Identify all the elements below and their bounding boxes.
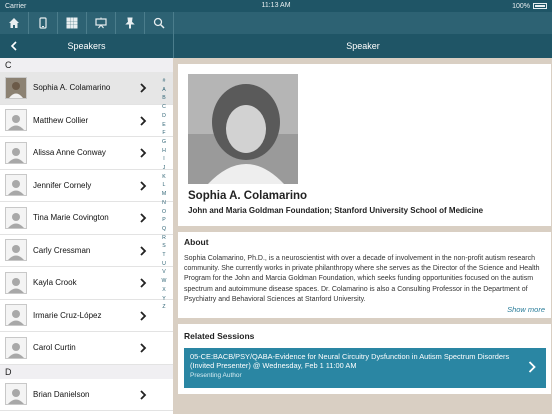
index-letter[interactable]: E [162,121,166,128]
person-placeholder-icon [5,272,27,294]
index-letter[interactable]: Q [161,225,167,232]
related-sessions-heading: Related Sessions [184,331,255,341]
chevron-right-icon [140,213,147,223]
chevron-right-icon [140,83,147,93]
section-header-d: D [0,365,173,379]
speaker-name: Carly Cressman [33,245,91,255]
speakers-nav-bar [0,34,173,58]
index-letter[interactable]: Y [162,295,166,302]
speaker-name: Kayla Crook [33,278,77,288]
speaker-row[interactable] [0,137,173,170]
battery-indicator: 100% [512,3,547,10]
index-letter[interactable]: L [162,182,166,189]
speaker-affiliation: John and Maria Goldman Foundation; Stanford University School of Medicine [188,206,484,215]
index-letter[interactable]: M [161,191,167,198]
speaker-name: Carol Curtin [33,343,76,353]
speaker-nav-bar [173,34,552,58]
index-letter[interactable]: O [161,208,167,215]
chevron-right-icon [140,311,147,321]
speaker-header-card [178,64,551,226]
person-placeholder-icon [5,207,27,229]
section-header-c: C [0,58,173,72]
index-letter[interactable]: P [162,217,166,224]
person-placeholder-icon [5,383,27,405]
top-toolbar [0,12,552,34]
search-icon[interactable] [145,12,174,34]
alphabet-index[interactable] [158,77,170,312]
speaker-name-heading: Sophia A. Colamarino [188,190,308,202]
speaker-list[interactable] [0,58,173,414]
speaker-detail [174,58,552,414]
chevron-right-icon [140,148,147,158]
chevron-right-icon [140,343,147,353]
related-sessions-card [178,324,551,394]
speaker-name: Brian Danielson [33,389,90,399]
person-placeholder-icon [5,174,27,196]
index-letter[interactable]: X [162,286,166,293]
chevron-right-icon [140,246,147,256]
speaker-name: Sophia A. Colamarino [33,83,111,93]
person-placeholder-icon [5,109,27,131]
index-letter[interactable]: V [162,269,166,276]
speaker-row[interactable] [0,202,173,235]
chevron-right-icon [140,181,147,191]
index-letter[interactable]: N [162,199,166,206]
person-placeholder-icon [5,337,27,359]
about-text: Sophia Colamarino, Ph.D., is a neuroscientist with over a decade of involvement in the non-profit autism research community. She currently works in private philanthropy where she serves as the Director of the Science and Health Program for the John and Marcia Goldman Foundation, which seeks funding opportunities focused on the autism spectrum and autoimmune disease spaces. Dr. Colamarino is also a Consulting Professor in the Department of Psychiatry and Behavioral Sciences at Stanford University. [184,255,540,303]
home-icon[interactable] [0,12,29,34]
session-role: Presenting Author [190,372,242,380]
speaker-row[interactable] [0,379,173,412]
chevron-right-icon [528,361,536,373]
session-title: 05-CE:BACB/PSY/QABA-Evidence for Neural Circuitry Dysfunction in Autism Spectrum Disorders (Invited Presenter) @ Wednesday, Feb 1 11:00 AM [190,352,510,371]
index-letter[interactable]: Z [162,304,166,311]
about-heading: About [184,237,209,247]
about-card [178,232,551,318]
speaker-name: Irmarie Cruz-López [33,310,102,320]
phone-icon[interactable] [29,12,58,34]
avatar-photo [5,77,27,99]
grid-icon[interactable] [58,12,87,34]
pin-icon[interactable] [116,12,145,34]
person-placeholder-icon [5,304,27,326]
chevron-right-icon [140,116,147,126]
speaker-row[interactable] [0,267,173,300]
speaker-row[interactable] [0,332,173,365]
chevron-right-icon [140,390,147,400]
speaker-row[interactable] [0,300,173,333]
index-letter[interactable]: F [162,130,166,137]
speaker-name: Alissa Anne Conway [33,148,106,158]
show-more-link[interactable]: Show more [507,305,545,314]
index-letter[interactable]: C [162,104,166,111]
battery-icon [533,3,547,9]
session-item[interactable] [184,348,546,388]
index-letter[interactable]: W [161,278,167,285]
index-letter[interactable]: # [162,78,166,84]
speaker-row[interactable] [0,72,173,105]
index-letter[interactable]: J [162,165,166,172]
speaker-row[interactable] [0,235,173,268]
index-letter[interactable]: U [162,260,166,267]
speaker-row[interactable] [0,170,173,203]
speaker-name: Matthew Collier [33,115,89,125]
index-letter[interactable]: H [162,147,166,154]
speaker-name: Jennifer Cornely [33,180,92,190]
person-placeholder-icon [5,142,27,164]
index-letter[interactable]: A [162,86,166,93]
back-chevron-icon[interactable] [8,40,20,52]
clock: 11:13 AM [261,2,291,9]
index-letter[interactable]: I [163,156,165,163]
index-letter[interactable]: R [162,234,166,241]
index-letter[interactable]: G [161,138,167,145]
index-letter[interactable]: D [162,112,166,119]
speaker-photo [188,74,298,184]
status-bar [0,0,552,12]
speaker-row[interactable] [0,105,173,138]
speaker-title: Speaker [346,41,380,51]
index-letter[interactable]: S [162,243,166,250]
chevron-right-icon [140,278,147,288]
person-placeholder-icon [5,239,27,261]
carrier-label: Carrier [5,2,27,10]
index-letter[interactable]: T [162,252,166,259]
speaker-name: Tina Marie Covington [33,213,109,223]
index-letter[interactable]: B [162,95,166,102]
speakers-title: Speakers [67,41,106,51]
index-letter[interactable]: K [162,173,166,180]
presentation-icon[interactable] [87,12,116,34]
